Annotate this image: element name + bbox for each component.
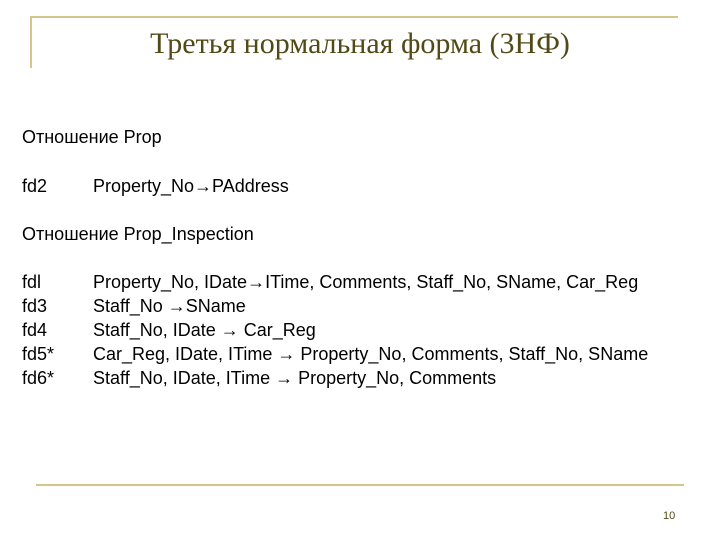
- fd-label: fd2: [22, 176, 48, 196]
- fd-text: Staff_No →SName: [93, 296, 246, 316]
- fd-label: fdl: [22, 272, 42, 292]
- top-divider: [30, 16, 678, 18]
- fd-label: fd3: [22, 296, 48, 316]
- fd-label: fd4: [22, 320, 48, 340]
- fd-text: Staff_No, IDate, ITime → Property_No, Comments: [93, 368, 497, 388]
- fd-text: Car_Reg, IDate, ITime → Property_No, Comments, Staff_No, SName: [93, 344, 649, 364]
- relation-prop-heading: Отношение Prop: [22, 127, 162, 147]
- fd-label: fd5*: [22, 344, 55, 364]
- fd-text: Property_No→PAddress: [93, 176, 289, 196]
- relation-inspection-heading: Отношение Prop_Inspection: [22, 224, 254, 244]
- fd-text: Staff_No, IDate → Car_Reg: [93, 320, 316, 340]
- fd-label: fd6*: [22, 368, 55, 388]
- fd-text: Property_No, IDate→ITime, Comments, Staff_No, SName, Car_Reg: [93, 272, 639, 292]
- page-number: 10: [663, 510, 676, 522]
- bottom-divider: [36, 484, 684, 486]
- slide-title: Третья нормальная форма (3НФ): [150, 27, 570, 60]
